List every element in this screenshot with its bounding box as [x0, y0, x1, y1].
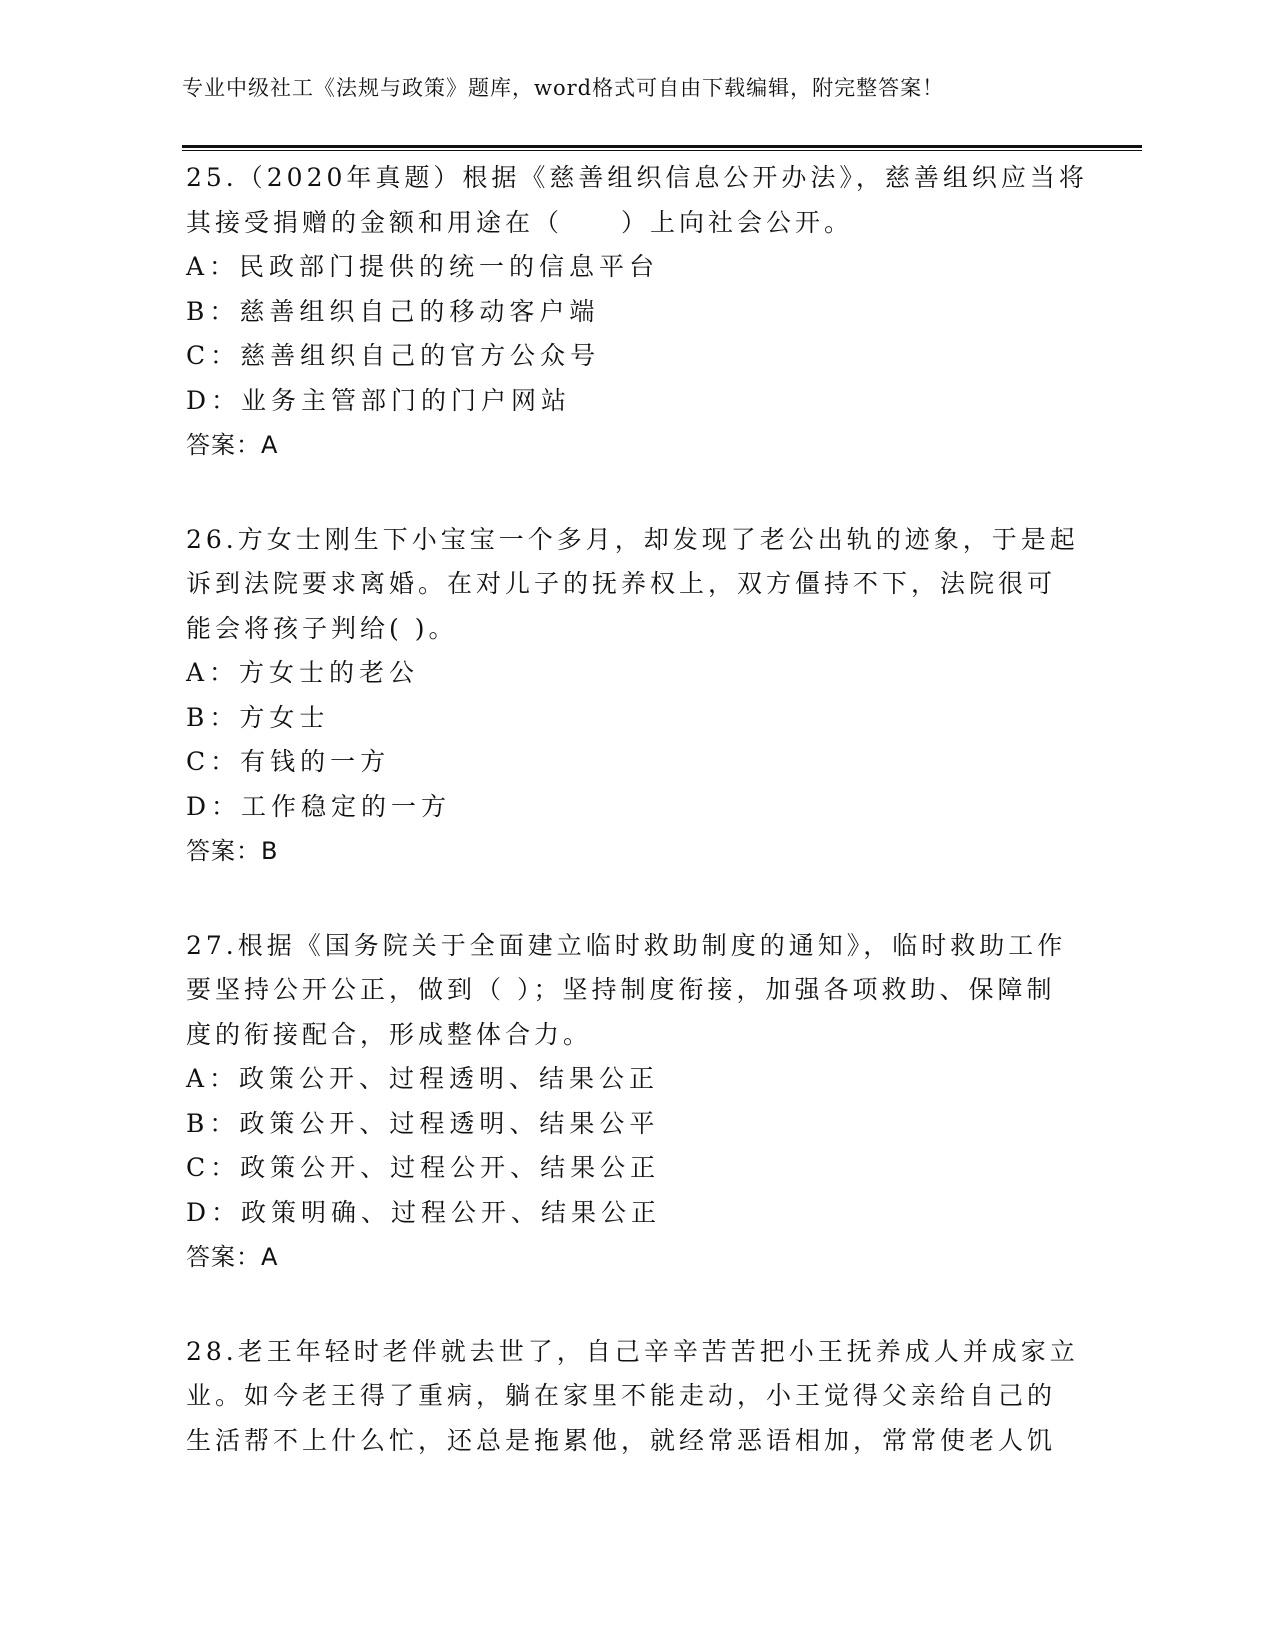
- option-b: B：政策公开、过程透明、结果公平: [186, 1108, 660, 1138]
- question-text-line: 业。如今老王得了重病，躺在家里不能走动，小王觉得父亲给自己的: [186, 1381, 1057, 1410]
- header-rule-thin: [182, 150, 1142, 151]
- answer-line: 答案：A: [186, 431, 279, 459]
- option-c: C：政策公开、过程公开、结果公正: [186, 1153, 661, 1182]
- option-d: D：业务主管部门的门户网站: [186, 385, 572, 415]
- question-25: [186, 156, 1086, 468]
- option-b: B：方女士: [186, 702, 330, 732]
- question-text-line: 要坚持公开公正，做到（ ）；坚持制度衔接，加强各项救助、保障制: [186, 975, 1056, 1004]
- option-a: A：方女士的老公: [186, 658, 420, 687]
- question-text-line: 生活帮不上什么忙，还总是拖累他，就经常恶语相加，常常使老人饥: [186, 1425, 1057, 1455]
- page-header: 专业中级社工《法规与政策》题库，word格式可自由下载编辑，附完整答案！: [182, 76, 945, 100]
- answer-line: 答案：A: [186, 1243, 279, 1271]
- option-b: B：慈善组织自己的移动客户端: [186, 296, 600, 326]
- question-text-line: 28.老王年轻时老伴就去世了，自己辛辛苦苦把小王抚养成人并成家立: [186, 1336, 1079, 1366]
- question-text-line: 诉到法院要求离婚。在对儿子的抚养权上，双方僵持不下，法院很可: [186, 569, 1057, 598]
- option-d: D：政策明确、过程公开、结果公正: [186, 1197, 662, 1227]
- option-d: D：工作稳定的一方: [186, 791, 452, 821]
- question-28: [186, 1330, 1086, 1464]
- answer-line: 答案：B: [186, 837, 279, 865]
- option-a: A：民政部门提供的统一的信息平台: [186, 252, 660, 281]
- question-text-line: 度的衔接配合，形成整体合力。: [186, 1019, 593, 1049]
- option-c: C：有钱的一方: [186, 747, 391, 776]
- header-rule-thick: [182, 145, 1142, 148]
- option-a: A：政策公开、过程透明、结果公正: [186, 1064, 660, 1093]
- question-text-line: 27.根据《国务院关于全面建立临时救助制度的通知》，临时救助工作: [186, 930, 1067, 960]
- question-27: [186, 924, 1086, 1280]
- question-text-line: 其接受捐赠的金额和用途在（ ）上向社会公开。: [186, 207, 854, 237]
- question-text-line: 25.（2020年真题）根据《慈善组织信息公开办法》，慈善组织应当将: [186, 163, 1088, 192]
- question-text-line: 26.方女士刚生下小宝宝一个多月，却发现了老公出轨的迹象，于是起: [186, 524, 1079, 554]
- question-26: [186, 518, 1086, 874]
- option-c: C：慈善组织自己的官方公众号: [186, 341, 601, 370]
- question-text-line: 能会将孩子判给( )。: [186, 613, 458, 643]
- question-list: [186, 156, 1086, 1513]
